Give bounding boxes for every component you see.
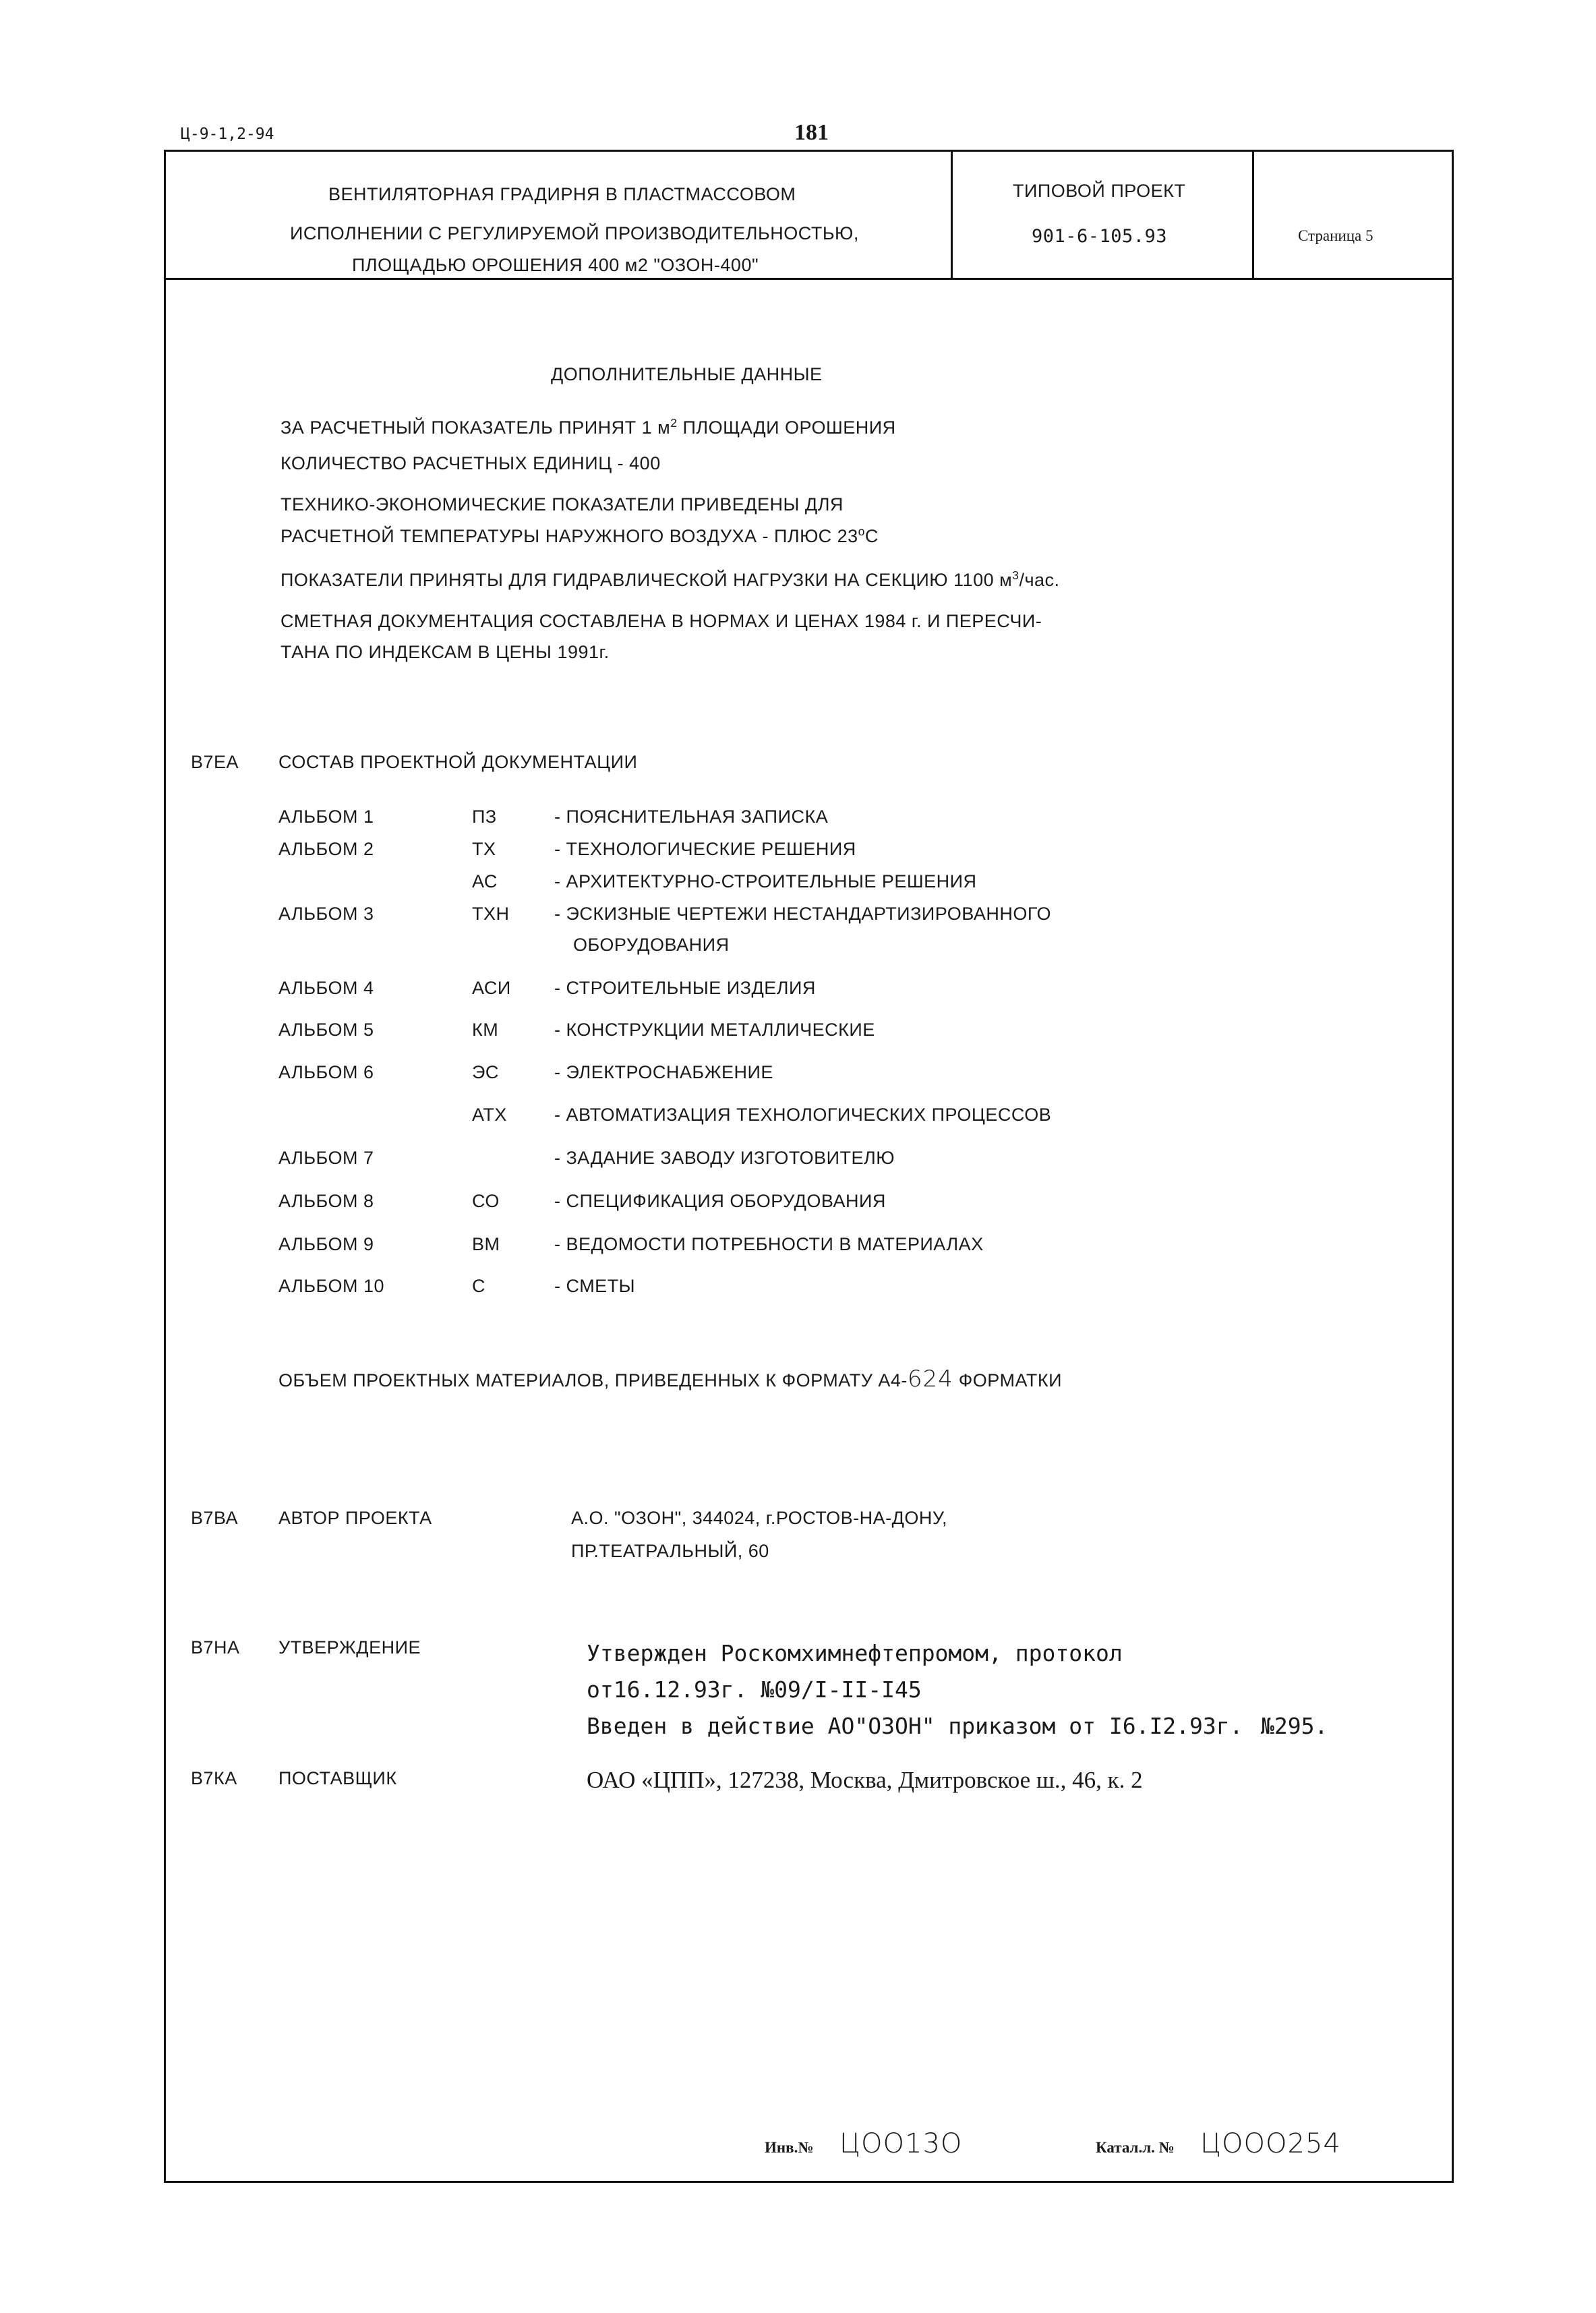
additional-line4: РАСЧЕТНОЙ ТЕМПЕРАТУРЫ НАРУЖНОГО ВОЗДУХА - ПЛЮС $23^оС$ [280, 525, 879, 546]
header-divider [164, 278, 1454, 280]
inventory-label: Инв.№ [765, 2139, 814, 2156]
album-label: АЛЬБОМ 10 [278, 1276, 384, 1296]
album-mark: ПЗ [472, 807, 497, 827]
approval-line2: от16.12.93г. №09/I-II-I45 [587, 1676, 922, 1703]
supplier-label: ПОСТАВЩИК [278, 1768, 397, 1788]
additional-heading: ДОПОЛНИТЕЛЬНЫЕ ДАННЫЕ [551, 364, 823, 384]
additional-line3: ТЕХНИКО-ЭКОНОМИЧЕСКИЕ ПОКАЗАТЕЛИ ПРИВЕДЕНЫ ДЛЯ [280, 494, 844, 515]
album-label: АЛЬБОМ 6 [278, 1062, 374, 1082]
album-desc: - ПОЯСНИТЕЛЬНАЯ ЗАПИСКА [554, 807, 829, 827]
page-label: Страница 5 [1298, 227, 1373, 244]
supplier-code: В7КА [191, 1768, 237, 1788]
header-col-divider-1 [951, 150, 953, 279]
header-col-divider-2 [1252, 150, 1254, 279]
author-line2: ПР.ТЕАТРАЛЬНЫЙ, 60 [571, 1541, 769, 1561]
catalog-value: ЦООО254 [1200, 2128, 1341, 2159]
additional-line2: КОЛИЧЕСТВО РАСЧЕТНЫХ ЕДИНИЦ - 400 [280, 453, 661, 473]
album-desc: - КОНСТРУКЦИИ МЕТАЛЛИЧЕСКИЕ [554, 1020, 875, 1040]
album-mark: КМ [472, 1020, 499, 1040]
header-title-line1: ВЕНТИЛЯТОРНАЯ ГРАДИРНЯ В ПЛАСТМАССОВОМ [328, 184, 796, 204]
album-desc: - ТЕХНОЛОГИЧЕСКИЕ РЕШЕНИЯ [554, 839, 856, 859]
catalog-label: Катал.л. № [1096, 2139, 1175, 2156]
additional-line5: ПОКАЗАТЕЛИ ПРИНЯТЫ ДЛЯ ГИДРАВЛИЧЕСКОЙ НАГРУЗКИ НА СЕКЦИЮ 1100 $м^3$/час. [280, 568, 1060, 590]
album-mark: СО [472, 1191, 500, 1211]
album-mark: АТХ [472, 1105, 507, 1125]
album-label: АЛЬБОМ 7 [278, 1148, 374, 1168]
album-mark: ТХН [472, 904, 510, 924]
approval-line1: Утвержден Роскомхимнефтепромом, протокол [587, 1640, 1123, 1666]
album-label: АЛЬБОМ 4 [278, 978, 374, 998]
header-title-line2: ИСПОЛНЕНИИ С РЕГУЛИРУЕМОЙ ПРОИЗВОДИТЕЛЬНОСТЬЮ, [290, 223, 859, 243]
album-label: АЛЬБОМ 5 [278, 1020, 374, 1040]
album-mark: АС [472, 871, 498, 891]
album-mark: ВМ [472, 1234, 500, 1254]
page-number: 181 [794, 120, 829, 145]
approval-line3: Введен в действие АО"ОЗОН" приказом от I6.I2.93г. [587, 1713, 1243, 1739]
approval-label: УТВЕРЖДЕНИЕ [278, 1637, 421, 1658]
album-label: АЛЬБОМ 3 [278, 904, 374, 924]
supplier-text: ОАО «ЦПП», 127238, Москва, Дмитровское ш., 46, к. 2 [587, 1767, 1143, 1793]
approval-order-number: №295. [1261, 1713, 1328, 1739]
album-label: АЛЬБОМ 9 [278, 1234, 374, 1254]
inventory-value: ЦОО13О [839, 2128, 963, 2159]
album-label: АЛЬБОМ 1 [278, 807, 374, 827]
album-desc: - АВТОМАТИЗАЦИЯ ТЕХНОЛОГИЧЕСКИХ ПРОЦЕССОВ [554, 1105, 1052, 1125]
album-desc: - ЗАДАНИЕ ЗАВОДУ ИЗГОТОВИТЕЛЮ [554, 1148, 895, 1168]
album-mark: АСИ [472, 978, 511, 998]
additional-line1: ЗА РАСЧЕТНЫЙ ПОКАЗАТЕЛЬ ПРИНЯТ 1 $м^2$ ПЛОЩАДИ ОРОШЕНИЯ [280, 416, 896, 438]
album-desc: - ЭСКИЗНЫЕ ЧЕРТЕЖИ НЕСТАНДАРТИЗИРОВАННОГО [554, 904, 1051, 924]
album-desc: ОБОРУДОВАНИЯ [573, 935, 730, 955]
approval-code: В7НА [191, 1637, 240, 1658]
album-desc: - СМЕТЫ [554, 1276, 636, 1296]
author-line1: А.О. "ОЗОН", 344024, г.РОСТОВ-НА-ДОНУ, [571, 1508, 947, 1528]
album-desc: - АРХИТЕКТУРНО-СТРОИТЕЛЬНЫЕ РЕШЕНИЯ [554, 871, 977, 891]
album-label: АЛЬБОМ 8 [278, 1191, 374, 1211]
album-mark: ЭС [472, 1062, 499, 1082]
album-mark: ТХ [472, 839, 496, 859]
doc-code: Ц-9-1,2-94 [181, 125, 274, 143]
additional-line6: СМЕТНАЯ ДОКУМЕНТАЦИЯ СОСТАВЛЕНА В НОРМАХ И ЦЕНАХ 1984 г. И ПЕРЕСЧИ- [280, 611, 1042, 631]
composition-heading: СОСТАВ ПРОЕКТНОЙ ДОКУМЕНТАЦИИ [278, 752, 638, 772]
project-label: ТИПОВОЙ ПРОЕКТ [1013, 181, 1186, 201]
additional-line7: ТАНА ПО ИНДЕКСАМ В ЦЕНЫ 1991г. [280, 642, 610, 662]
composition-code: В7ЕА [191, 752, 239, 772]
album-desc: - ВЕДОМОСТИ ПОТРЕБНОСТИ В МАТЕРИАЛАХ [554, 1234, 984, 1254]
album-label: АЛЬБОМ 2 [278, 839, 374, 859]
album-desc: - ЭЛЕКТРОСНАБЖЕНИЕ [554, 1062, 773, 1082]
album-desc: - СТРОИТЕЛЬНЫЕ ИЗДЕЛИЯ [554, 978, 816, 998]
project-number: 901-6-105.93 [1032, 226, 1168, 247]
album-desc: - СПЕЦИФИКАЦИЯ ОБОРУДОВАНИЯ [554, 1191, 886, 1211]
header-title-line3: ПЛОЩАДЬЮ ОРОШЕНИЯ 400 м2 "ОЗОН-400" [352, 255, 759, 275]
author-label: АВТОР ПРОЕКТА [278, 1508, 432, 1528]
author-code: В7ВА [191, 1508, 239, 1528]
volume-line: ОБЪЕМ ПРОЕКТНЫХ МАТЕРИАЛОВ, ПРИВЕДЕННЫХ К ФОРМАТУ А4-624 ФОРМАТКИ [278, 1366, 1063, 1393]
album-mark: С [472, 1276, 485, 1296]
